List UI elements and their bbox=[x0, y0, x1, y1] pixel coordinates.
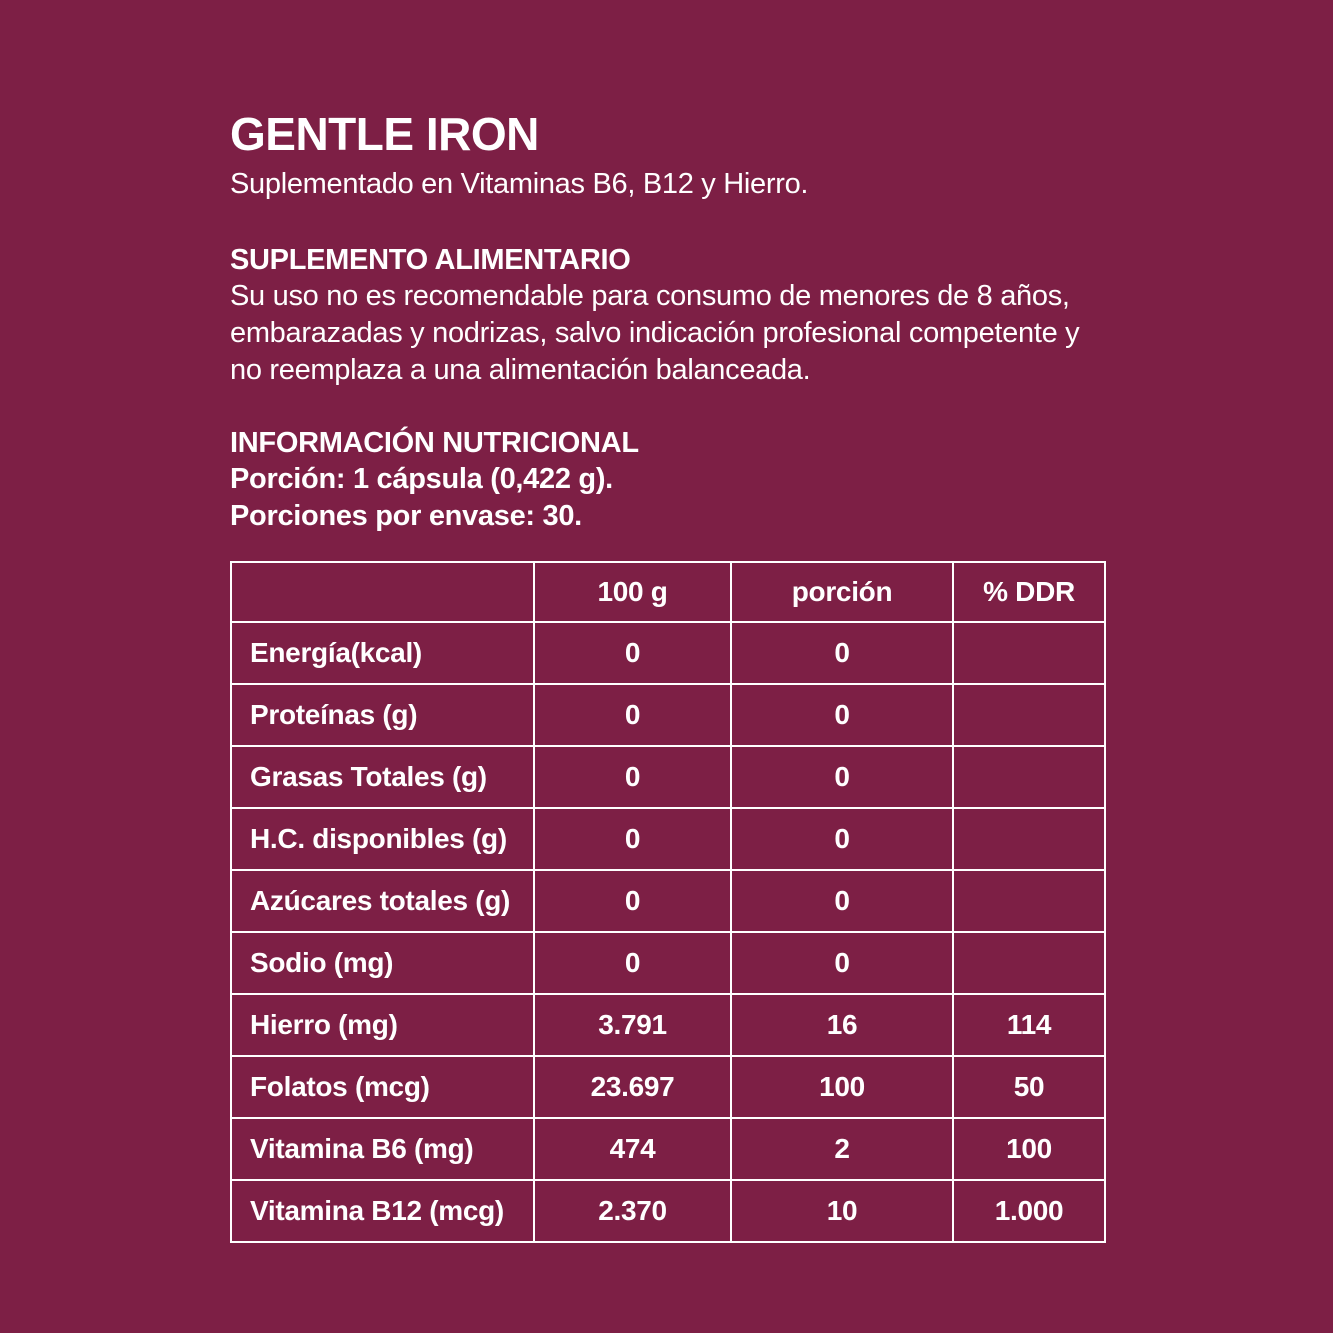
table-row bbox=[231, 932, 1105, 994]
value-serving-cell: 0 bbox=[731, 684, 953, 746]
value-100g-cell: 0 bbox=[534, 808, 731, 870]
table-row bbox=[231, 1118, 1105, 1180]
label-content bbox=[230, 110, 1110, 1243]
nutrient-label-cell: Hierro (mg) bbox=[231, 994, 534, 1056]
table-row bbox=[231, 1180, 1105, 1242]
value-serving-cell: 2 bbox=[731, 1118, 953, 1180]
value-ddr-cell bbox=[953, 622, 1105, 684]
value-serving-cell: 0 bbox=[731, 622, 953, 684]
nutrient-label-cell: H.C. disponibles (g) bbox=[231, 808, 534, 870]
column-header-100g: 100 g bbox=[534, 562, 731, 622]
value-100g-cell: 0 bbox=[534, 746, 731, 808]
table-row bbox=[231, 622, 1105, 684]
nutrient-label-cell: Sodio (mg) bbox=[231, 932, 534, 994]
value-100g-cell: 0 bbox=[534, 684, 731, 746]
value-ddr-cell bbox=[953, 932, 1105, 994]
value-serving-cell: 0 bbox=[731, 870, 953, 932]
value-100g-cell: 0 bbox=[534, 622, 731, 684]
nutrient-label-cell: Vitamina B12 (mcg) bbox=[231, 1180, 534, 1242]
serving-size-line: Porción: 1 cápsula (0,422 g). bbox=[230, 463, 613, 496]
value-ddr-cell bbox=[953, 808, 1105, 870]
column-header-ddr: % DDR bbox=[953, 562, 1105, 622]
table-row bbox=[231, 808, 1105, 870]
value-ddr-cell bbox=[953, 870, 1105, 932]
value-100g-cell: 3.791 bbox=[534, 994, 731, 1056]
nutrition-heading: INFORMACIÓN NUTRICIONAL bbox=[230, 427, 639, 460]
value-serving-cell: 0 bbox=[731, 746, 953, 808]
nutrition-section bbox=[230, 425, 1110, 535]
value-100g-cell: 474 bbox=[534, 1118, 731, 1180]
value-ddr-cell: 100 bbox=[953, 1118, 1105, 1180]
table-row bbox=[231, 870, 1105, 932]
value-ddr-cell: 50 bbox=[953, 1056, 1105, 1118]
value-serving-cell: 0 bbox=[731, 808, 953, 870]
nutrition-table bbox=[230, 561, 1106, 1243]
table-row bbox=[231, 684, 1105, 746]
value-100g-cell: 2.370 bbox=[534, 1180, 731, 1242]
supplement-heading: SUPLEMENTO ALIMENTARIO bbox=[230, 244, 631, 277]
nutrient-label-cell: Vitamina B6 (mg) bbox=[231, 1118, 534, 1180]
value-ddr-cell: 1.000 bbox=[953, 1180, 1105, 1242]
value-serving-cell: 0 bbox=[731, 932, 953, 994]
product-title: GENTLE IRON bbox=[230, 108, 539, 160]
column-header-blank bbox=[231, 562, 534, 622]
nutrient-label-cell: Proteínas (g) bbox=[231, 684, 534, 746]
value-100g-cell: 23.697 bbox=[534, 1056, 731, 1118]
value-ddr-cell: 114 bbox=[953, 994, 1105, 1056]
nutrient-label-cell: Azúcares totales (g) bbox=[231, 870, 534, 932]
nutrition-table-header bbox=[231, 562, 1105, 622]
supplement-section bbox=[230, 242, 1110, 389]
supplement-warning-text: Su uso no es recomendable para consumo de menores de 8 años, embarazadas y nodrizas, salvo indicación profesional competente y no reemplaza a una alimentación balanceada. bbox=[230, 280, 1080, 387]
value-ddr-cell bbox=[953, 746, 1105, 808]
table-row bbox=[231, 1056, 1105, 1118]
value-serving-cell: 10 bbox=[731, 1180, 953, 1242]
nutrition-table-body bbox=[231, 622, 1105, 1242]
value-serving-cell: 100 bbox=[731, 1056, 953, 1118]
value-100g-cell: 0 bbox=[534, 932, 731, 994]
nutrient-label-cell: Folatos (mcg) bbox=[231, 1056, 534, 1118]
table-header-row bbox=[231, 562, 1105, 622]
value-100g-cell: 0 bbox=[534, 870, 731, 932]
product-subtitle: Suplementado en Vitaminas B6, B12 y Hierro. bbox=[230, 168, 809, 201]
value-serving-cell: 16 bbox=[731, 994, 953, 1056]
value-ddr-cell bbox=[953, 684, 1105, 746]
nutrient-label-cell: Grasas Totales (g) bbox=[231, 746, 534, 808]
table-row bbox=[231, 994, 1105, 1056]
table-row bbox=[231, 746, 1105, 808]
column-header-porcion: porción bbox=[731, 562, 953, 622]
nutrient-label-cell: Energía(kcal) bbox=[231, 622, 534, 684]
servings-per-container-line: Porciones por envase: 30. bbox=[230, 500, 582, 533]
